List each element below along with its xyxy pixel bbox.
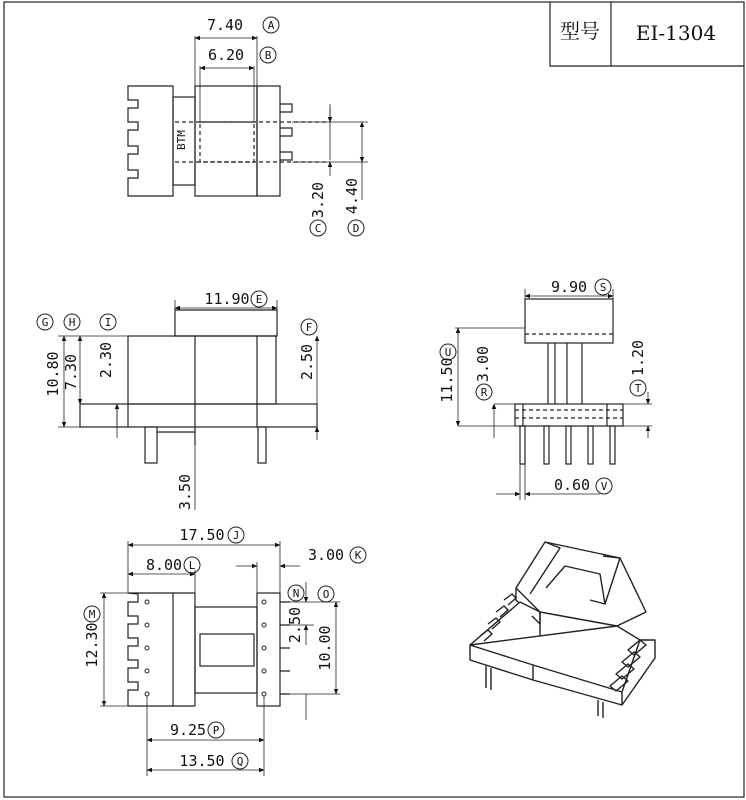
dim-j-value: 17.50: [179, 526, 225, 544]
dim-m: [83, 606, 101, 668]
sheet-border: [4, 2, 744, 797]
dim-p: [170, 721, 224, 739]
dim-l-letter: L: [188, 559, 196, 572]
dim-m-letter: M: [88, 608, 96, 621]
dim-b: [208, 46, 276, 64]
isometric-view: [470, 542, 655, 718]
dim-b-value: 6.20: [207, 46, 245, 64]
dim-g: [37, 314, 62, 397]
dim-s-value: 9.90: [550, 278, 588, 296]
dim-front-bottom: [176, 474, 194, 510]
dim-q: [179, 752, 248, 770]
dim-g-letter: G: [41, 316, 49, 329]
dim-i-letter: I: [104, 316, 112, 329]
dim-i-value: 2.30: [97, 341, 115, 379]
dim-o: [316, 586, 334, 671]
dim-m-value: 12.30: [83, 622, 101, 668]
dim-n-letter: N: [292, 587, 300, 600]
dim-k-value: 3.00: [307, 546, 345, 564]
dim-l: [146, 556, 200, 574]
dim-c-value: 3.20: [309, 181, 327, 219]
dim-d: [343, 178, 364, 236]
dim-p-letter: P: [212, 724, 220, 737]
dim-s-letter: S: [599, 281, 607, 294]
dim-o-value: 10.00: [316, 625, 334, 671]
dim-g-value: 10.80: [44, 351, 62, 397]
dim-a: [207, 16, 279, 34]
dim-e: [204, 290, 267, 308]
dim-o-letter: O: [322, 588, 330, 601]
dim-r-letter: R: [480, 386, 488, 399]
dim-u-value: 11.50: [438, 357, 456, 403]
dim-h-letter: H: [68, 316, 76, 329]
dim-u-letter: U: [444, 346, 452, 359]
model-number: EI-1304: [635, 21, 717, 45]
dim-v-value: 0.60: [553, 476, 591, 494]
dim-p-value: 9.25: [169, 721, 207, 739]
dim-h: [62, 314, 80, 390]
dim-c-letter: C: [314, 222, 322, 235]
dim-f-value: 2.50: [298, 343, 316, 381]
dim-n: [286, 585, 304, 643]
dim-l-value: 8.00: [145, 556, 183, 574]
dim-v: [554, 476, 612, 494]
dim-a-value: 7.40: [206, 16, 244, 34]
dim-e-letter: E: [255, 293, 263, 306]
dim-f: [298, 319, 317, 380]
dim-i: [97, 314, 116, 378]
btm-mark: BTM: [175, 130, 188, 150]
dim-t: [629, 340, 647, 396]
dim-h-value: 7.30: [62, 353, 80, 391]
dim-q-letter: Q: [236, 755, 244, 768]
title-block: [550, 2, 744, 66]
dim-j: [179, 526, 244, 544]
top-view: [128, 36, 368, 200]
dim-k: [308, 546, 366, 564]
dim-front-bottom-value: 3.50: [176, 473, 194, 511]
title-label: 型号: [560, 19, 600, 43]
dim-s: [551, 278, 611, 296]
dim-n-value: 2.50: [286, 606, 304, 644]
dim-e-value: 11.90: [204, 290, 250, 308]
dim-c: [309, 182, 327, 236]
dim-t-letter: T: [634, 382, 642, 395]
dim-v-letter: V: [600, 480, 608, 493]
dim-a-letter: A: [267, 19, 275, 32]
dim-u: [438, 344, 456, 403]
dim-k-letter: K: [354, 549, 362, 562]
dim-r-value: 3.00: [474, 345, 492, 383]
dim-q-value: 13.50: [179, 752, 225, 770]
dim-d-value: 4.40: [343, 177, 361, 215]
bottom-view: [100, 541, 340, 776]
dim-j-letter: J: [232, 529, 240, 542]
dim-d-letter: D: [352, 222, 360, 235]
dim-b-letter: B: [264, 49, 272, 62]
dim-f-letter: F: [305, 321, 313, 334]
dim-t-value: 1.20: [629, 339, 647, 377]
dim-r: [474, 346, 492, 400]
